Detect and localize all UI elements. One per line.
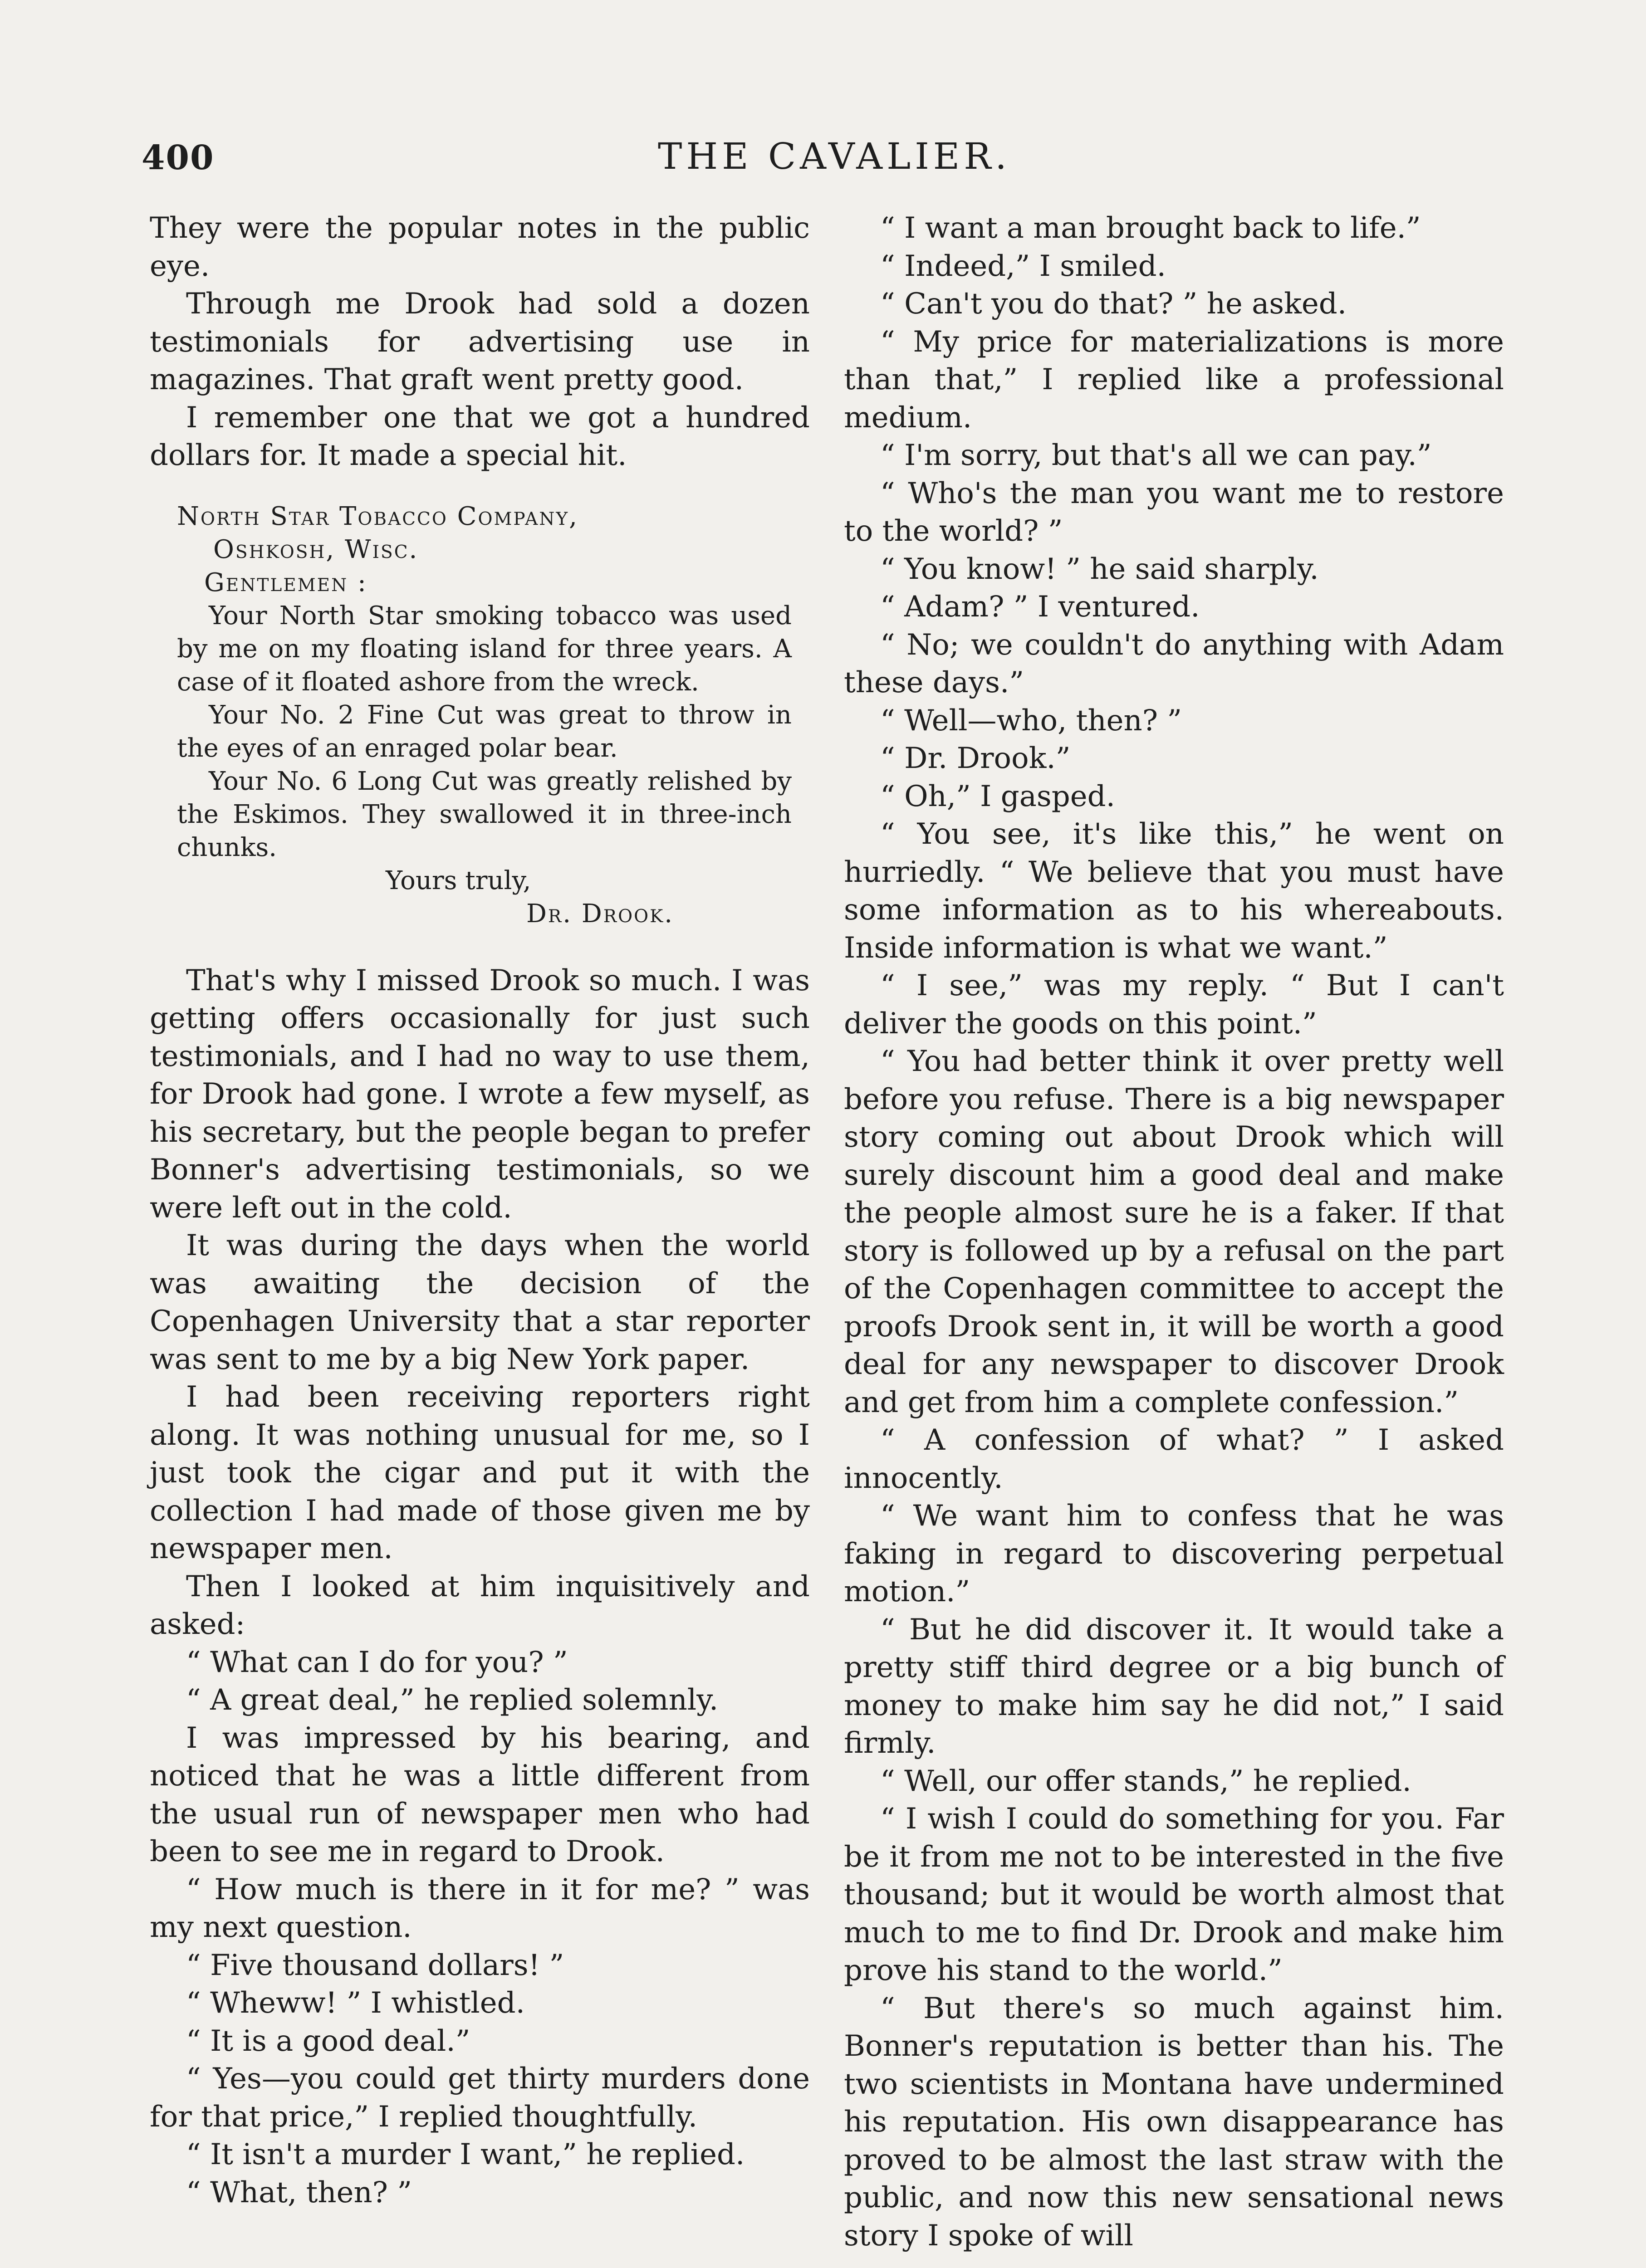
- page-number: 400: [142, 138, 215, 177]
- paragraph: “ Dr. Drook.”: [880, 742, 1071, 775]
- paragraph: “ Wheww! ” I whistled.: [186, 1986, 525, 2020]
- paragraph: “ You had better think it over pretty well before you refuse. There is a big newspaper story coming out about Drook which will surely discount him a good deal and make the people almost sure he is a faker. If that story is followed up by a refusal on the part of the Copenhagen committee to accept the proofs Drook sent in, it will be worth a good deal for any newspaper to discover Drook and get from him a complete confession.”: [844, 1045, 1504, 1419]
- paragraph: “ It isn't a murder I want,” he replied.: [186, 2138, 745, 2171]
- paragraph: “ Who's the man you want me to restore to the world? ”: [844, 476, 1504, 548]
- paragraph: “ I wish I could do something for you. Far be it from me not to be interested in the five thousand; but it would be worth almost that much to me to find Dr. Drook and make him prove his stand to the world.”: [844, 1802, 1504, 1987]
- letter-closing: Yours truly,: [386, 865, 531, 895]
- paragraph: “ You see, it's like this,” he went on hurriedly. “ We believe that you must have some information as to his whereabouts. Inside information is what we want.”: [844, 817, 1504, 965]
- paragraph: “ But there's so much against him. Bonner's reputation is better than his. The two scientists in Montana have undermined his reputation. His own disappearance has proved to be almost the last straw with the public, and now this new sensational news story I spoke of will: [844, 1991, 1504, 2253]
- paragraph: “ Indeed,” I smiled.: [880, 249, 1166, 283]
- testimonial-letter: [150, 500, 810, 930]
- paragraph: “ A confession of what? ” I asked innocently.: [844, 1423, 1504, 1495]
- paragraph: It was during the days when the world was awaiting the decision of the Copenhagen University that a star reporter was sent to me by a big New York paper.: [150, 1229, 810, 1376]
- paragraph: “ How much is there in it for me? ” was my next question.: [150, 1872, 810, 1944]
- paragraph: “ It is a good deal.”: [186, 2024, 470, 2058]
- paragraph: “ A great deal,” he replied solemnly.: [186, 1683, 719, 1717]
- paragraph: “ Oh,” I gasped.: [880, 779, 1115, 813]
- paragraph: “ Can't you do that? ” he asked.: [880, 287, 1347, 321]
- paragraph: “ My price for materializations is more than that,” I replied like a professional medium.: [844, 325, 1504, 435]
- paragraph: I was impressed by his bearing, and noticed that he was a little different from the usual run of newspaper men who had been to see me in regard to Drook.: [150, 1721, 810, 1868]
- letter-address: Oshkosh, Wisc.: [213, 534, 419, 564]
- paragraph: “ I see,” was my reply. “ But I can't deliver the goods on this point.”: [844, 969, 1504, 1041]
- letter-salutation: Gentlemen :: [204, 567, 367, 597]
- paragraph: They were the popular notes in the public eye.: [150, 211, 810, 283]
- paragraph: “ I'm sorry, but that's all we can pay.”: [880, 439, 1432, 472]
- paragraph: “ But he did discover it. It would take a pretty stiff third degree or a big bunch of money to make him say he did not,” I said firmly.: [844, 1613, 1504, 1760]
- letter-addressee: North Star Tobacco Company,: [177, 501, 578, 531]
- paragraph: “ Well—who, then? ”: [880, 704, 1182, 738]
- paragraph: “ Five thousand dollars! ”: [186, 1948, 564, 1982]
- paragraph: “ What can I do for you? ”: [186, 1645, 568, 1679]
- paragraph: I had been receiving reporters right along. It was nothing unusual for me, so I just took the cigar and put it with the collection I had made of those given me by newspaper men.: [150, 1380, 810, 1565]
- left-column: [150, 210, 810, 2212]
- paragraph: “ We want him to confess that he was faking in regard to discovering perpetual motion.”: [844, 1499, 1504, 1608]
- paragraph: “ Adam? ” I ventured.: [880, 590, 1200, 624]
- paragraph: Then I looked at him inquisitively and asked:: [150, 1569, 810, 1641]
- letter-signature: Dr. Drook.: [526, 899, 674, 929]
- paragraph: “ No; we couldn't do anything with Adam these days.”: [844, 628, 1504, 699]
- running-title: THE CAVALIER.: [658, 135, 1011, 177]
- paragraph: “ Well, our offer stands,” he replied.: [880, 1764, 1411, 1798]
- paragraph: I remember one that we got a hundred dollars for. It made a special hit.: [150, 401, 810, 472]
- paragraph: “ You know! ” he said sharply.: [880, 552, 1319, 586]
- right-column: [844, 210, 1504, 2255]
- letter-paragraph: Your North Star smoking tobacco was used by me on my floating island for three years. A case of it floated ashore from the wreck.: [177, 601, 792, 697]
- letter-paragraph: Your No. 6 Long Cut was greatly relished by the Eskimos. They swallowed it in three-inch chunks.: [177, 766, 792, 862]
- letter-paragraph: Your No. 2 Fine Cut was great to throw in the eyes of an enraged polar bear.: [177, 700, 792, 763]
- paragraph: “ I want a man brought back to life.”: [880, 211, 1421, 245]
- paragraph: That's why I missed Drook so much. I was getting offers occasionally for just such testimonials, and I had no way to use them, for Drook had gone. I wrote a few myself, as his secretary, but the people began to prefer Bonner's advertising testimonials, so we were left out in the cold.: [150, 963, 810, 1225]
- paragraph: “ Yes—you could get thirty murders done for that price,” I replied thoughtfully.: [150, 2062, 810, 2134]
- paragraph: “ What, then? ”: [186, 2175, 412, 2209]
- paragraph: Through me Drook had sold a dozen testimonials for advertising use in magazines. That graft went pretty good.: [150, 287, 810, 396]
